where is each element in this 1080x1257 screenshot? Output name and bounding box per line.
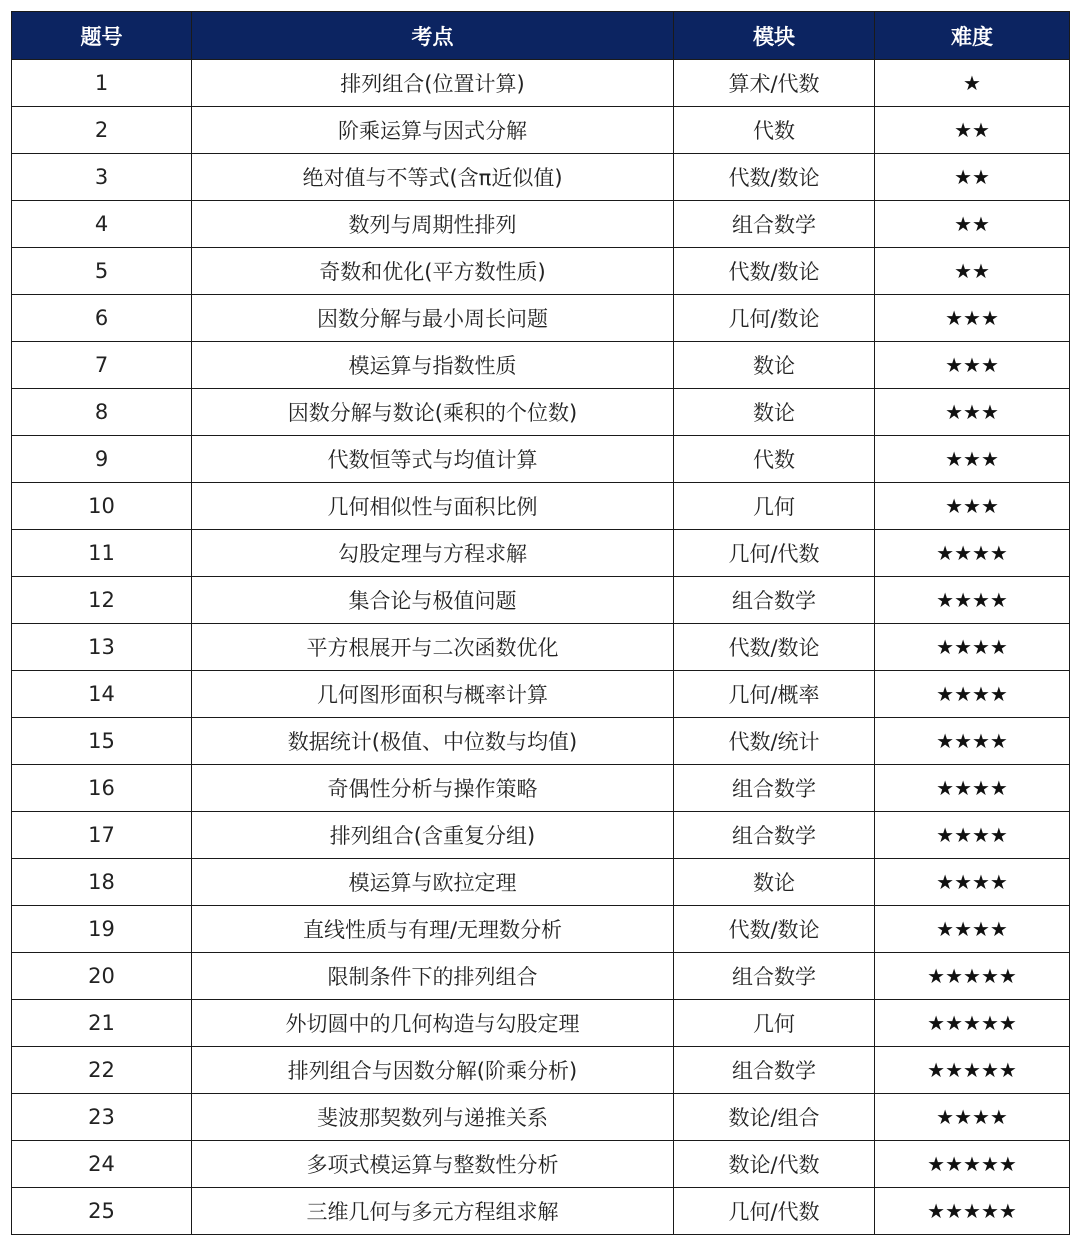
header-topic: 考点: [192, 12, 674, 60]
cell-topic: 直线性质与有理/无理数分析: [192, 906, 674, 953]
cell-module: 代数: [674, 436, 875, 483]
table-row: [12, 765, 1070, 812]
table-row: [12, 906, 1070, 953]
cell-number: 13: [12, 624, 192, 671]
cell-difficulty: ★: [875, 60, 1070, 107]
cell-module: 几何: [674, 483, 875, 530]
cell-topic: 模运算与欧拉定理: [192, 859, 674, 906]
cell-difficulty: ★★★★: [875, 671, 1070, 718]
cell-topic: 排列组合与因数分解(阶乘分析): [192, 1047, 674, 1094]
table-row: [12, 953, 1070, 1000]
table-row: [12, 154, 1070, 201]
cell-module: 组合数学: [674, 765, 875, 812]
cell-difficulty: ★★: [875, 248, 1070, 295]
table-row: [12, 718, 1070, 765]
cell-difficulty: ★★★★: [875, 624, 1070, 671]
header-module: 模块: [674, 12, 875, 60]
cell-module: 数论/代数: [674, 1141, 875, 1188]
cell-topic: 几何图形面积与概率计算: [192, 671, 674, 718]
cell-module: 代数/数论: [674, 248, 875, 295]
cell-difficulty: ★★: [875, 107, 1070, 154]
cell-number: 12: [12, 577, 192, 624]
cell-topic: 因数分解与最小周长问题: [192, 295, 674, 342]
problem-table: [11, 11, 1070, 1235]
cell-number: 11: [12, 530, 192, 577]
cell-difficulty: ★★★★★: [875, 1188, 1070, 1235]
cell-difficulty: ★★: [875, 154, 1070, 201]
table-row: [12, 1094, 1070, 1141]
table-row: [12, 436, 1070, 483]
cell-topic: 勾股定理与方程求解: [192, 530, 674, 577]
cell-topic: 模运算与指数性质: [192, 342, 674, 389]
table-row: [12, 1047, 1070, 1094]
cell-number: 4: [12, 201, 192, 248]
table-row: [12, 295, 1070, 342]
cell-topic: 三维几何与多元方程组求解: [192, 1188, 674, 1235]
cell-module: 数论: [674, 389, 875, 436]
cell-number: 14: [12, 671, 192, 718]
cell-topic: 因数分解与数论(乘积的个位数): [192, 389, 674, 436]
cell-difficulty: ★★★★: [875, 812, 1070, 859]
cell-module: 组合数学: [674, 201, 875, 248]
cell-module: 组合数学: [674, 812, 875, 859]
cell-difficulty: ★★★: [875, 342, 1070, 389]
cell-number: 22: [12, 1047, 192, 1094]
cell-topic: 奇数和优化(平方数性质): [192, 248, 674, 295]
cell-topic: 几何相似性与面积比例: [192, 483, 674, 530]
cell-topic: 阶乘运算与因式分解: [192, 107, 674, 154]
cell-number: 17: [12, 812, 192, 859]
table-row: [12, 859, 1070, 906]
cell-number: 6: [12, 295, 192, 342]
cell-topic: 限制条件下的排列组合: [192, 953, 674, 1000]
cell-topic: 代数恒等式与均值计算: [192, 436, 674, 483]
table-row: [12, 812, 1070, 859]
cell-number: 25: [12, 1188, 192, 1235]
cell-number: 19: [12, 906, 192, 953]
cell-topic: 外切圆中的几何构造与勾股定理: [192, 1000, 674, 1047]
table-row: [12, 107, 1070, 154]
cell-number: 10: [12, 483, 192, 530]
cell-topic: 排列组合(位置计算): [192, 60, 674, 107]
table-row: [12, 624, 1070, 671]
cell-module: 几何/代数: [674, 1188, 875, 1235]
cell-topic: 数据统计(极值、中位数与均值): [192, 718, 674, 765]
table-row: [12, 1141, 1070, 1188]
table-row: [12, 577, 1070, 624]
cell-number: 1: [12, 60, 192, 107]
table-row: [12, 1188, 1070, 1235]
cell-module: 几何/数论: [674, 295, 875, 342]
table-row: [12, 248, 1070, 295]
cell-difficulty: ★★★★★: [875, 1000, 1070, 1047]
cell-module: 几何: [674, 1000, 875, 1047]
header-number: 题号: [12, 12, 192, 60]
cell-topic: 绝对值与不等式(含π近似值): [192, 154, 674, 201]
cell-difficulty: ★★★★★: [875, 1047, 1070, 1094]
cell-number: 8: [12, 389, 192, 436]
cell-difficulty: ★★★★★: [875, 1141, 1070, 1188]
table-row: [12, 60, 1070, 107]
table-row: [12, 201, 1070, 248]
cell-difficulty: ★★★: [875, 295, 1070, 342]
table-row: [12, 389, 1070, 436]
cell-number: 9: [12, 436, 192, 483]
table-row: [12, 483, 1070, 530]
cell-module: 数论: [674, 342, 875, 389]
cell-number: 23: [12, 1094, 192, 1141]
cell-topic: 排列组合(含重复分组): [192, 812, 674, 859]
cell-module: 代数/统计: [674, 718, 875, 765]
cell-module: 组合数学: [674, 953, 875, 1000]
cell-number: 3: [12, 154, 192, 201]
cell-difficulty: ★★★★: [875, 718, 1070, 765]
table-row: [12, 671, 1070, 718]
cell-topic: 平方根展开与二次函数优化: [192, 624, 674, 671]
header-row: [12, 12, 1070, 60]
table-row: [12, 342, 1070, 389]
cell-number: 15: [12, 718, 192, 765]
cell-number: 16: [12, 765, 192, 812]
cell-number: 2: [12, 107, 192, 154]
cell-difficulty: ★★★★: [875, 577, 1070, 624]
cell-topic: 集合论与极值问题: [192, 577, 674, 624]
cell-module: 代数/数论: [674, 906, 875, 953]
cell-module: 算术/代数: [674, 60, 875, 107]
cell-module: 代数/数论: [674, 624, 875, 671]
cell-module: 几何/代数: [674, 530, 875, 577]
cell-difficulty: ★★: [875, 201, 1070, 248]
cell-topic: 多项式模运算与整数性分析: [192, 1141, 674, 1188]
table-row: [12, 530, 1070, 577]
cell-number: 5: [12, 248, 192, 295]
cell-number: 18: [12, 859, 192, 906]
cell-difficulty: ★★★: [875, 436, 1070, 483]
cell-module: 组合数学: [674, 1047, 875, 1094]
cell-module: 代数: [674, 107, 875, 154]
cell-number: 24: [12, 1141, 192, 1188]
cell-module: 组合数学: [674, 577, 875, 624]
cell-number: 20: [12, 953, 192, 1000]
cell-difficulty: ★★★★: [875, 1094, 1070, 1141]
header-difficulty: 难度: [875, 12, 1070, 60]
cell-number: 7: [12, 342, 192, 389]
cell-difficulty: ★★★: [875, 389, 1070, 436]
cell-module: 代数/数论: [674, 154, 875, 201]
cell-difficulty: ★★★★★: [875, 953, 1070, 1000]
cell-number: 21: [12, 1000, 192, 1047]
table-body: [12, 60, 1070, 1235]
cell-module: 几何/概率: [674, 671, 875, 718]
cell-module: 数论/组合: [674, 1094, 875, 1141]
cell-topic: 奇偶性分析与操作策略: [192, 765, 674, 812]
table-header: [12, 12, 1070, 60]
cell-topic: 斐波那契数列与递推关系: [192, 1094, 674, 1141]
cell-difficulty: ★★★★: [875, 765, 1070, 812]
cell-difficulty: ★★★: [875, 483, 1070, 530]
cell-module: 数论: [674, 859, 875, 906]
cell-difficulty: ★★★★: [875, 859, 1070, 906]
cell-topic: 数列与周期性排列: [192, 201, 674, 248]
cell-difficulty: ★★★★: [875, 530, 1070, 577]
cell-difficulty: ★★★★: [875, 906, 1070, 953]
table-row: [12, 1000, 1070, 1047]
